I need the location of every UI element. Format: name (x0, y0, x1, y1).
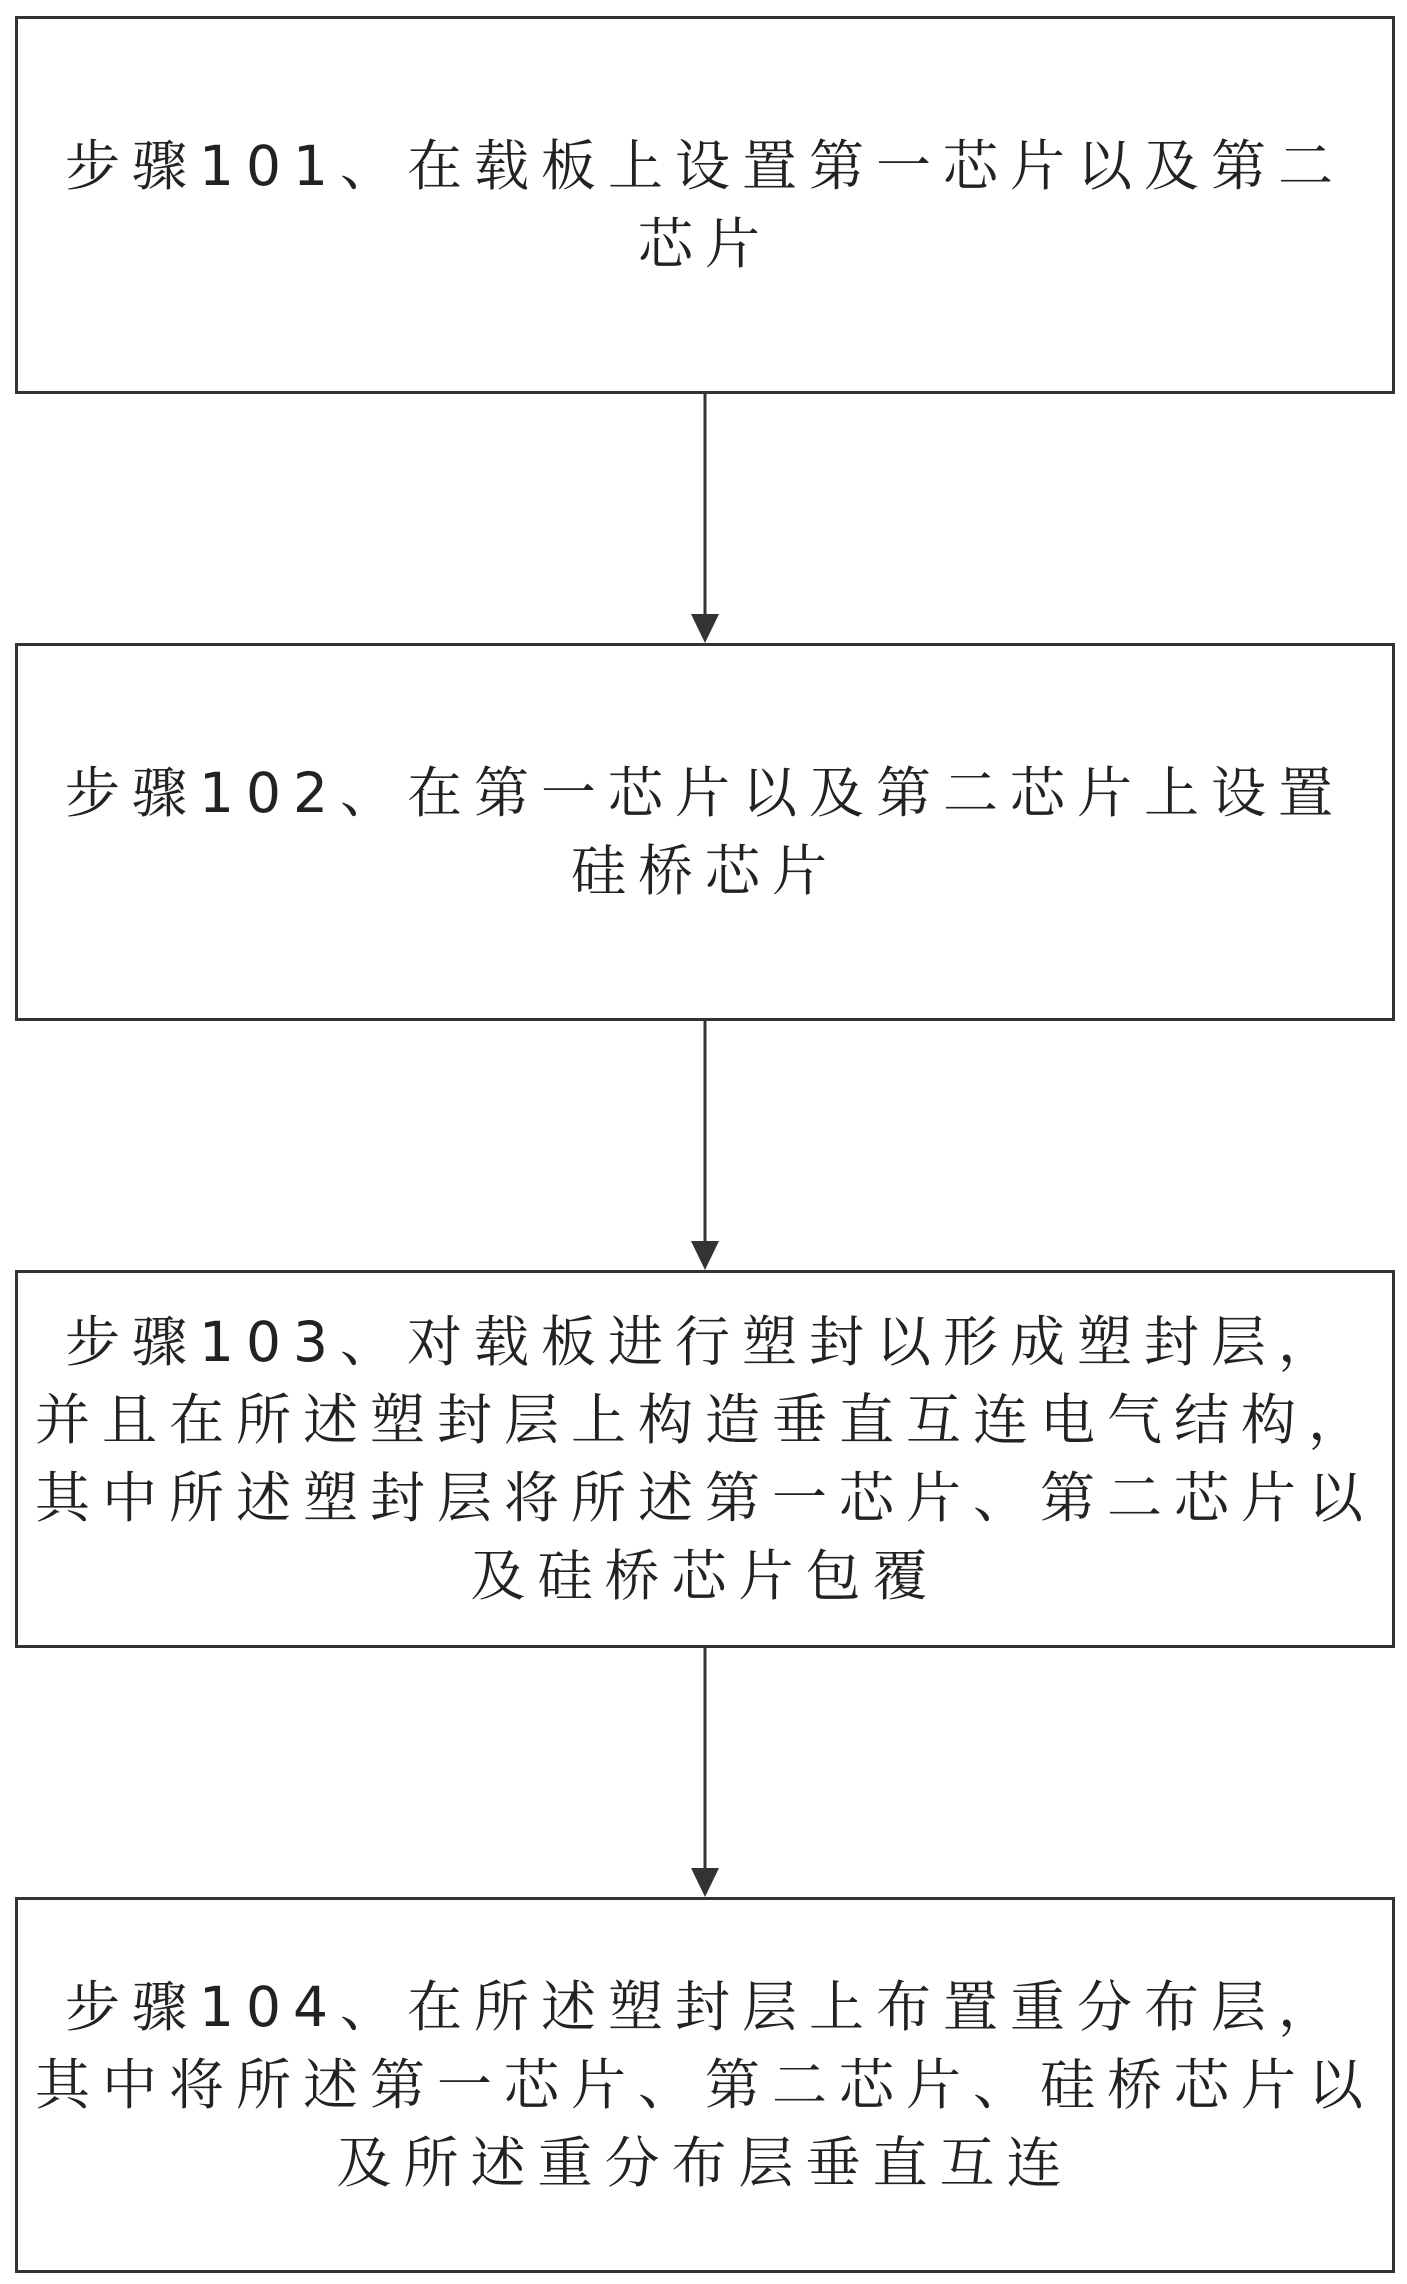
step-text-102: 步骤102、在第一芯片以及第二芯片上设置硅桥芯片 (65, 761, 1345, 903)
step-text-104: 步骤104、在所述塑封层上布置重分布层，其中将所述第一芯片、第二芯片、硅桥芯片以及所述重分布层垂直互连 (35, 1975, 1376, 2195)
arrow-101-to-102 (691, 394, 719, 643)
step-box-101 (15, 16, 1395, 394)
step-box-102 (15, 643, 1395, 1021)
step-text-101: 步骤101、在载板上设置第一芯片以及第二芯片 (65, 134, 1345, 276)
arrow-103-to-104 (691, 1648, 719, 1897)
step-text-103: 步骤103、对载板进行塑封以形成塑封层，并且在所述塑封层上构造垂直互连电气结构，其中所述塑封层将所述第一芯片、第二芯片以及硅桥芯片包覆 (35, 1310, 1376, 1608)
step-box-104 (15, 1897, 1395, 2273)
arrow-102-to-103 (691, 1021, 719, 1270)
step-box-103 (15, 1270, 1395, 1648)
